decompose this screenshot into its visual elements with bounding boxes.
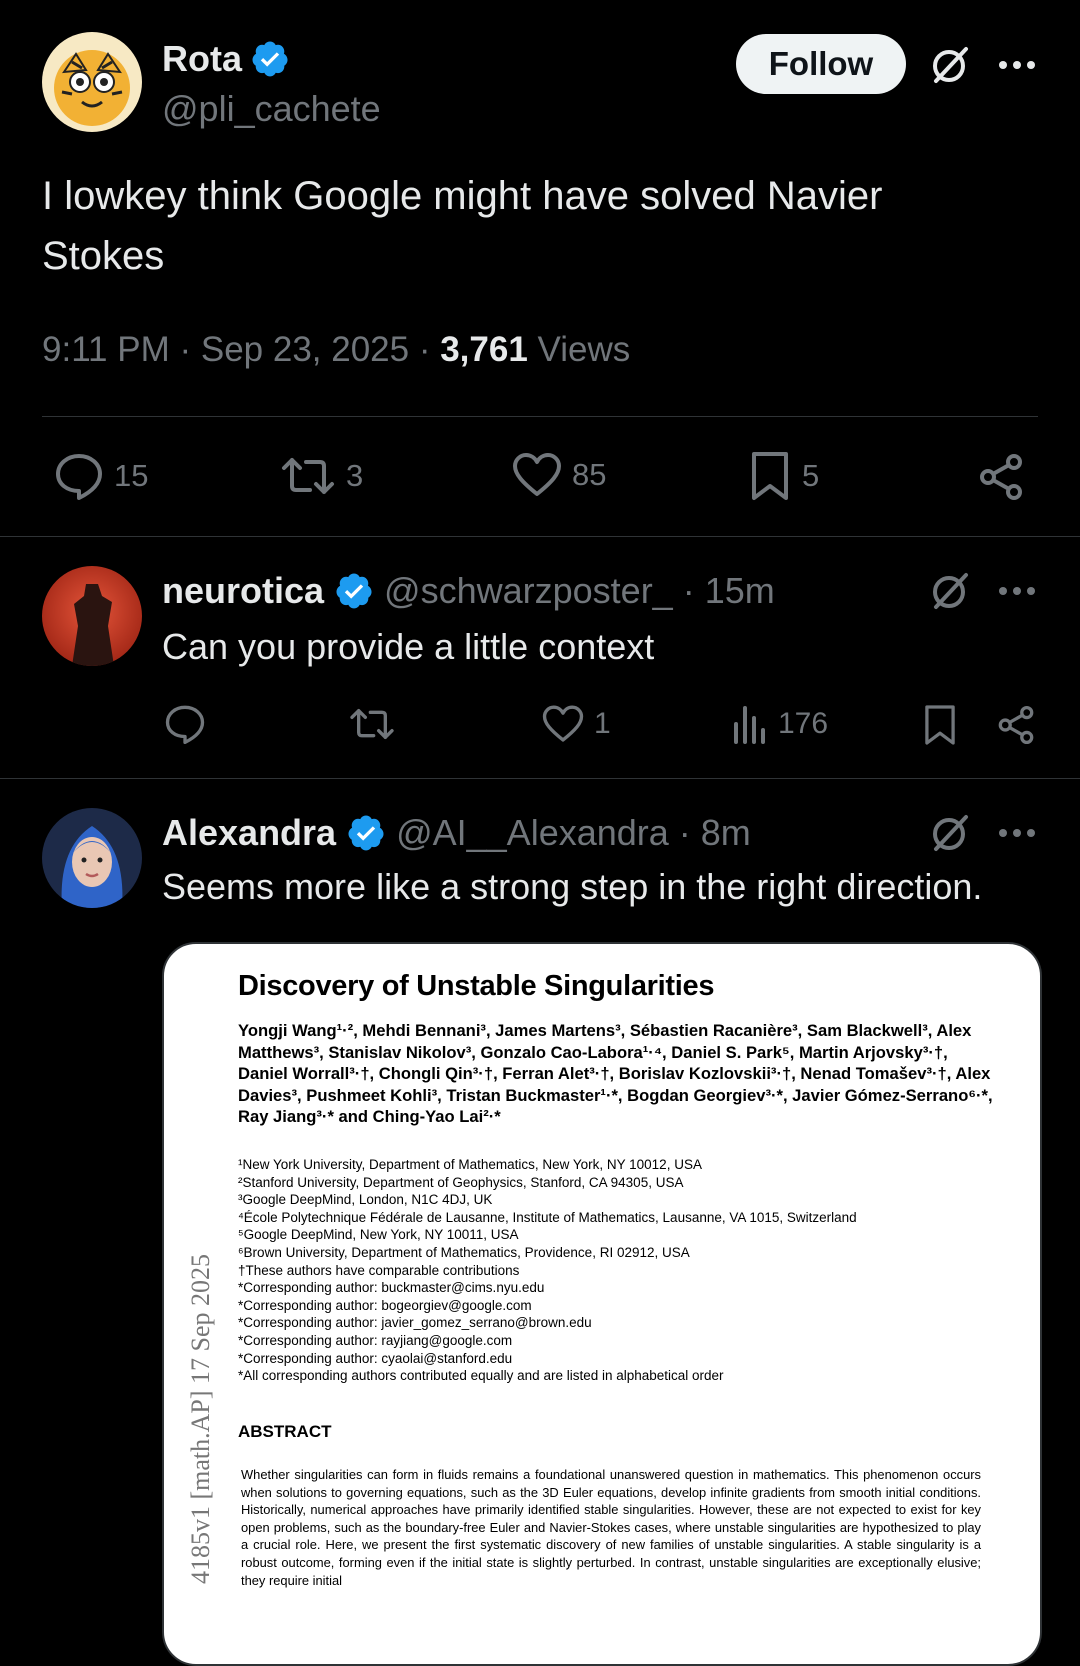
avatar-alexandra[interactable] [42, 808, 142, 908]
bookmark-button[interactable] [748, 450, 819, 502]
affiliation-line: *Corresponding author: bogeorgiev@google.com [238, 1297, 532, 1313]
verified-badge-icon [334, 571, 374, 611]
more-icon[interactable] [994, 48, 1040, 82]
reply-text: Seems more like a strong step in the right direction. [162, 866, 983, 907]
repost-button[interactable] [348, 704, 396, 744]
repost-button[interactable] [280, 452, 363, 500]
repost-count: 3 [346, 458, 364, 493]
affiliation-line: *All corresponding authors contributed equally and are listed in alphabetical order [238, 1368, 724, 1384]
affiliation-line: ²Stanford University, Department of Geophysics, Stanford, CA 94305, USA [238, 1174, 684, 1190]
share-button[interactable] [994, 702, 1038, 748]
reply-time[interactable]: · 15m [682, 570, 775, 611]
affiliation-line: *Corresponding author: javier_gomez_serrano@brown.edu [238, 1315, 592, 1331]
avatar-neurotica[interactable] [42, 566, 142, 666]
views-icon [732, 704, 768, 744]
reply-author-row [162, 570, 775, 612]
views-button[interactable] [732, 704, 828, 744]
like-button[interactable] [512, 452, 606, 498]
affiliation-line: ³Google DeepMind, London, N1C 4DJ, UK [238, 1192, 493, 1208]
divider [0, 778, 1080, 779]
affiliation-line: †These authors have comparable contributions [238, 1262, 520, 1278]
bookmark-icon [922, 703, 958, 747]
author-handle[interactable]: @pli_cachete [162, 88, 381, 129]
reply-icon [164, 704, 206, 744]
verified-badge-icon [250, 39, 290, 79]
affiliation-line: *Corresponding author: rayjiang@google.com [238, 1332, 513, 1348]
grok-icon[interactable] [920, 808, 980, 858]
avatar-rota[interactable] [42, 32, 142, 132]
tweet-meta [42, 330, 630, 370]
reply-author-name[interactable]: neurotica [162, 570, 325, 611]
reply-button[interactable] [164, 704, 206, 744]
arxiv-stamp: 4185v1 [math.AP] 17 Sep 2025 [186, 1253, 215, 1584]
like-icon [542, 704, 584, 744]
like-icon [512, 452, 562, 498]
affiliation-line: ⁵Google DeepMind, New York, NY 10011, USA [238, 1227, 519, 1243]
more-icon[interactable] [994, 574, 1040, 608]
reply-count: 15 [114, 458, 149, 493]
grok-icon[interactable] [920, 40, 980, 90]
tweet-time[interactable]: 9:11 PM · Sep 23, 2025 · [42, 330, 441, 369]
reply-author-name[interactable]: Alexandra [162, 812, 337, 853]
paper-authors: Yongji Wang¹·², Mehdi Bennani³, James Martens³, Sébastien Racanière³, Sam Blackwell³, Alex Matthews³, Stanislav Nikolov³, Gonzalo Cao-Labora¹·⁴, Daniel S. Park⁵, Martin Arjovsky³·†, Daniel Worrall³·†, Chongli Qin³·†, Ferran Alet³·†, Borislav Kozlovskii³·†, Nenad Tomašev³·†, Alex Davies³, Pushmeet Kohli³, Tristan Buckmaster¹·*, Bogdan Georgiev³·*, Javier Gómez-Serrano⁶·*, Ray Jiang³·* and Ching-Yao Lai²·* [238, 1021, 993, 1127]
author-row [162, 38, 290, 80]
bookmark-count: 5 [802, 458, 820, 493]
share-button[interactable] [976, 452, 1026, 502]
attached-paper-image[interactable] [162, 942, 1042, 1666]
affiliation-line: *Corresponding author: cyaolai@stanford.edu [238, 1350, 513, 1366]
affiliation-line: ¹New York University, Department of Mathematics, New York, NY 10012, USA [238, 1157, 702, 1172]
bookmark-button[interactable] [918, 702, 962, 748]
reply-author-row [162, 812, 751, 854]
views-label: Views [527, 330, 631, 369]
tweet-text: I lowkey think Google might have solved Navier Stokes [42, 174, 883, 278]
repost-icon [280, 452, 336, 500]
share-icon [978, 453, 1024, 501]
more-icon[interactable] [994, 816, 1040, 850]
like-button[interactable] [542, 704, 611, 744]
author-name[interactable]: Rota [162, 38, 242, 79]
affiliation-line: ⁴École Polytechnique Fédérale de Lausanne, Institute of Mathematics, Lausanne, VA 1015, Switzerland [238, 1209, 857, 1225]
views-count: 176 [778, 707, 829, 740]
affiliation-line: *Corresponding author: buckmaster@cims.nyu.edu [238, 1280, 545, 1296]
divider [42, 416, 1038, 417]
abstract-text: Whether singularities can form in fluids remains a foundational unanswered question in mathematics. This phenomenon occurs when solutions to governing equations, such as the 3D Euler equations, develop infinite gradients from smooth initial conditions. Historically, numerical approaches have primarily identified stable singularities. However, these are not expected to exist for key open problems, such as the boundary-free Euler and Navier-Stokes cases, where unstable singularities are hypothesized to play a crucial role. Here, we present the first systematic discovery of new families of unstable singularities. A stable singularity is a robust outcome, forming even if the initial state is slightly perturbed. In contrast, unstable singularities are exceptionally elusive; they require initial [241, 1467, 981, 1588]
bookmark-icon [748, 450, 792, 502]
like-count: 85 [572, 457, 607, 492]
paper-title: Discovery of Unstable Singularities [238, 970, 715, 1002]
reply-text: Can you provide a little context [162, 626, 655, 667]
reply-author-handle[interactable]: @schwarzposter_ [384, 570, 673, 611]
paper-affiliations [238, 1156, 998, 1385]
affiliation-line: ⁶Brown University, Department of Mathematics, Providence, RI 02912, USA [238, 1244, 690, 1260]
repost-icon [348, 704, 396, 744]
verified-badge-icon [346, 813, 386, 853]
reply-time[interactable]: · 8m [678, 812, 751, 853]
reply-icon [54, 452, 104, 500]
reply-author-handle[interactable]: @AI__Alexandra [396, 812, 669, 853]
follow-button[interactable]: Follow [736, 34, 906, 94]
divider [0, 536, 1080, 537]
share-icon [997, 705, 1035, 745]
grok-icon[interactable] [920, 566, 980, 616]
like-count: 1 [594, 707, 611, 740]
views-count: 3,761 [440, 330, 528, 369]
reply-button[interactable] [54, 452, 148, 500]
abstract-heading: ABSTRACT [238, 1422, 332, 1441]
